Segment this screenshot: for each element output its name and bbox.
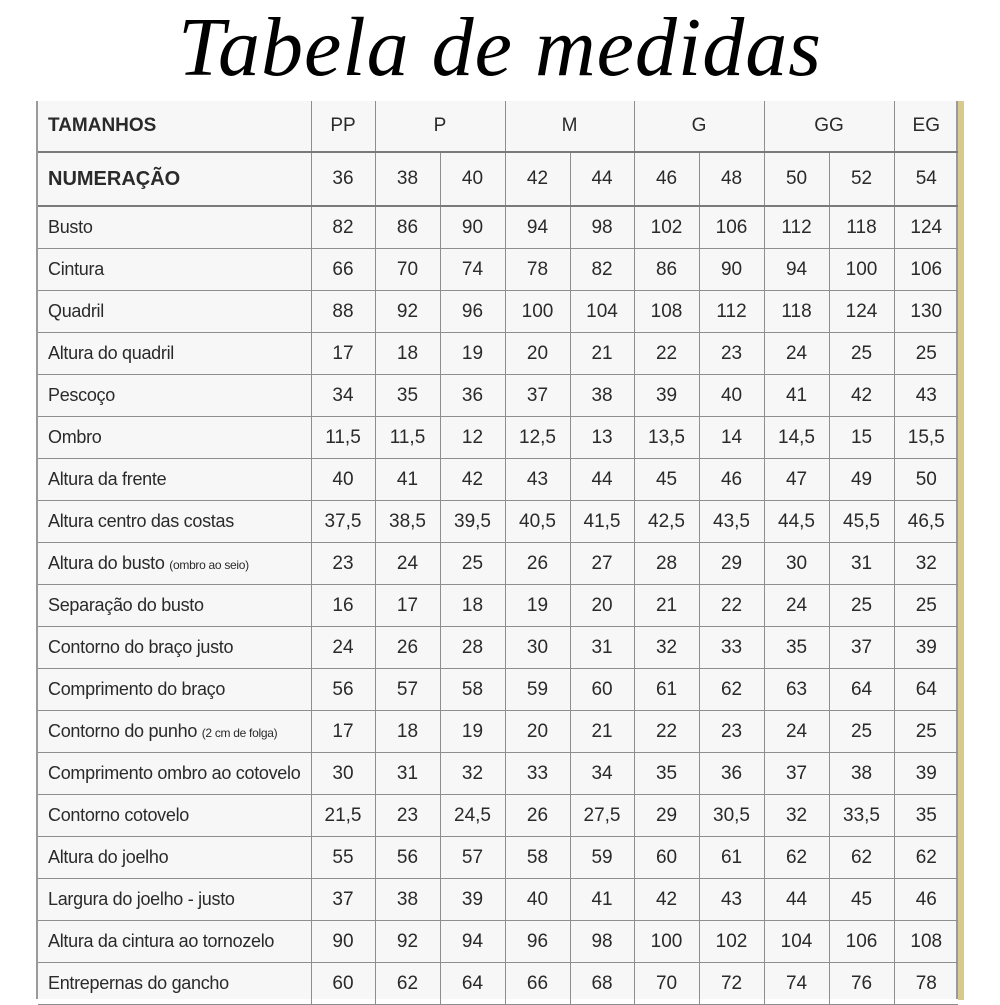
measurement-cell: 29 [699,543,764,585]
measurement-cell: 74 [764,963,829,1005]
measurement-cell: 60 [634,837,699,879]
measurement-cell: 25 [894,333,958,375]
table-row [38,711,958,753]
measurement-cell: 59 [570,837,634,879]
measurement-cell: 25 [894,711,958,753]
measurement-cell: 43 [505,459,570,501]
measurement-cell: 45,5 [829,501,894,543]
measurement-cell: 31 [829,543,894,585]
measurement-cell: 90 [699,249,764,291]
measurement-cell: 24,5 [440,795,505,837]
measurement-cell: 35 [634,753,699,795]
measurement-cell: 25 [894,585,958,627]
measurement-cell: 41 [375,459,440,501]
row-label-text: Largura do joelho - justo [48,889,235,909]
row-label [38,585,311,627]
measurement-cell: 46,5 [894,501,958,543]
size-header-cell: G [634,101,764,152]
table-row [38,585,958,627]
measurements-table-sheet [36,101,958,999]
measurement-cell: 30,5 [699,795,764,837]
measurement-cell: 15 [829,417,894,459]
measurement-cell: 24 [764,333,829,375]
measurement-cell: 47 [764,459,829,501]
measurement-cell: 60 [311,963,375,1005]
measurement-cell: 78 [894,963,958,1005]
measurement-cell: 112 [764,206,829,249]
measurement-cell: 90 [440,206,505,249]
row-label [38,669,311,711]
measurement-cell: 19 [440,333,505,375]
measurement-cell: 82 [570,249,634,291]
measurement-cell: 30 [311,753,375,795]
measurement-cell: 24 [764,585,829,627]
measurement-cell: 57 [375,669,440,711]
measurement-cell: 70 [634,963,699,1005]
row-label-text: Altura da frente [48,469,167,489]
measurement-cell: 32 [634,627,699,669]
measurement-cell: 38,5 [375,501,440,543]
measurement-cell: 90 [311,921,375,963]
table-row [38,375,958,417]
row-label-text: Separação do busto [48,595,204,615]
size-header-row [38,101,958,152]
measurement-cell: 94 [764,249,829,291]
measurement-cell: 27 [570,543,634,585]
table-row [38,669,958,711]
table-row [38,291,958,333]
edge-strip [958,101,964,1000]
measurement-cell: 61 [634,669,699,711]
measurement-cell: 92 [375,291,440,333]
measurement-cell: 66 [311,249,375,291]
number-header-cell: 40 [440,152,505,206]
measurement-cell: 30 [505,627,570,669]
measurement-cell: 24 [375,543,440,585]
measurement-cell: 45 [829,879,894,921]
measurement-cell: 17 [311,711,375,753]
table-row [38,921,958,963]
measurement-cell: 20 [505,711,570,753]
table-row [38,543,958,585]
row-label [38,206,311,249]
number-header-cell: 38 [375,152,440,206]
measurement-cell: 41 [570,879,634,921]
measurement-cell: 46 [699,459,764,501]
measurement-cell: 13 [570,417,634,459]
row-label [38,249,311,291]
measurement-cell: 21,5 [311,795,375,837]
measurement-cell: 31 [570,627,634,669]
measurement-cell: 45 [634,459,699,501]
row-label [38,921,311,963]
measurement-cell: 32 [764,795,829,837]
measurement-cell: 43,5 [699,501,764,543]
row-label [38,459,311,501]
measurement-cell: 36 [440,375,505,417]
measurement-cell: 20 [505,333,570,375]
measurement-cell: 50 [894,459,958,501]
measurement-cell: 102 [634,206,699,249]
measurement-cell: 24 [764,711,829,753]
measurement-cell: 88 [311,291,375,333]
measurement-cell: 19 [505,585,570,627]
measurement-cell: 94 [440,921,505,963]
measurement-cell: 33 [699,627,764,669]
table-row [38,963,958,1005]
size-header-cell: PP [311,101,375,152]
row-label [38,627,311,669]
measurement-cell: 96 [505,921,570,963]
row-label [38,837,311,879]
measurement-cell: 37 [505,375,570,417]
measurement-cell: 62 [764,837,829,879]
measurement-cell: 70 [375,249,440,291]
measurement-cell: 106 [894,249,958,291]
measurement-cell: 38 [375,879,440,921]
measurement-cell: 64 [894,669,958,711]
measurement-cell: 62 [894,837,958,879]
measurement-cell: 43 [894,375,958,417]
measurement-cell: 34 [311,375,375,417]
measurement-cell: 40 [311,459,375,501]
measurement-cell: 21 [570,711,634,753]
measurement-cell: 72 [699,963,764,1005]
measurement-cell: 37 [311,879,375,921]
measurement-cell: 35 [764,627,829,669]
measurement-cell: 31 [375,753,440,795]
measurement-cell: 98 [570,921,634,963]
measurement-cell: 35 [375,375,440,417]
measurement-cell: 29 [634,795,699,837]
number-header-cell: 44 [570,152,634,206]
row-label-text: Altura da cintura ao tornozelo [48,931,275,951]
measurement-cell: 28 [440,627,505,669]
measurement-cell: 63 [764,669,829,711]
measurement-cell: 12 [440,417,505,459]
measurement-cell: 36 [699,753,764,795]
measurement-cell: 46 [894,879,958,921]
measurement-cell: 37,5 [311,501,375,543]
measurement-cell: 23 [375,795,440,837]
row-label-text: Contorno do punho [48,721,198,741]
measurement-cell: 19 [440,711,505,753]
measurement-cell: 64 [440,963,505,1005]
measurement-cell: 61 [699,837,764,879]
row-label [38,543,311,585]
table-row [38,753,958,795]
measurement-cell: 41 [764,375,829,417]
measurement-cell: 112 [699,291,764,333]
measurement-cell: 124 [894,206,958,249]
measurement-cell: 25 [440,543,505,585]
measurement-cell: 32 [440,753,505,795]
row-label [38,753,311,795]
measurement-cell: 56 [375,837,440,879]
measurement-cell: 74 [440,249,505,291]
measurement-cell: 106 [699,206,764,249]
measurement-cell: 82 [311,206,375,249]
measurement-cell: 14,5 [764,417,829,459]
measurement-cell: 108 [894,921,958,963]
measurement-cell: 23 [699,711,764,753]
measurement-cell: 102 [699,921,764,963]
measurement-cell: 104 [764,921,829,963]
measurement-cell: 33 [505,753,570,795]
measurement-cell: 20 [570,585,634,627]
measurement-cell: 25 [829,711,894,753]
row-label [38,417,311,459]
measurement-cell: 26 [375,627,440,669]
row-label [38,291,311,333]
measurement-cell: 42,5 [634,501,699,543]
row-label-text: Comprimento do braço [48,679,226,699]
measurement-cell: 42 [440,459,505,501]
measurement-cell: 39 [894,753,958,795]
measurement-cell: 14 [699,417,764,459]
size-header-label: TAMANHOS [38,101,311,152]
measurement-cell: 86 [375,206,440,249]
measurement-cell: 28 [634,543,699,585]
table-row [38,333,958,375]
measurement-cell: 118 [764,291,829,333]
measurement-cell: 39 [894,627,958,669]
measurement-cell: 23 [699,333,764,375]
measurement-cell: 86 [634,249,699,291]
measurement-cell: 92 [375,921,440,963]
measurement-cell: 118 [829,206,894,249]
measurement-cell: 59 [505,669,570,711]
measurement-cell: 21 [634,585,699,627]
size-header-cell: EG [894,101,958,152]
measurement-cell: 56 [311,669,375,711]
measurement-cell: 39 [440,879,505,921]
measurement-cell: 37 [764,753,829,795]
row-label-note: (2 cm de folga) [201,726,278,740]
table-row [38,879,958,921]
measurement-cell: 21 [570,333,634,375]
size-header-cell: GG [764,101,894,152]
row-label-text: Altura centro das costas [48,511,234,531]
measurement-cell: 68 [570,963,634,1005]
row-label-text: Busto [48,217,93,237]
measurements-table [38,101,958,1005]
number-header-cell: 36 [311,152,375,206]
number-header-cell: 48 [699,152,764,206]
page-title: Tabela de medidas [178,1,822,94]
number-header-cell: 46 [634,152,699,206]
measurement-cell: 100 [829,249,894,291]
row-label-text: Ombro [48,427,102,447]
measurement-cell: 58 [440,669,505,711]
number-header-row [38,152,958,206]
number-header-cell: 54 [894,152,958,206]
measurement-cell: 18 [440,585,505,627]
measurement-cell: 98 [570,206,634,249]
measurement-cell: 38 [570,375,634,417]
measurement-cell: 33,5 [829,795,894,837]
measurement-cell: 16 [311,585,375,627]
row-label [38,879,311,921]
measurement-cell: 100 [505,291,570,333]
table-row [38,795,958,837]
measurement-cell: 18 [375,711,440,753]
measurement-cell: 35 [894,795,958,837]
table-row [38,417,958,459]
measurement-cell: 42 [634,879,699,921]
measurement-cell: 124 [829,291,894,333]
measurement-cell: 11,5 [311,417,375,459]
number-header-cell: 42 [505,152,570,206]
measurement-cell: 40 [699,375,764,417]
row-label-text: Entrepernas do gancho [48,973,229,993]
table-row [38,249,958,291]
measurement-cell: 42 [829,375,894,417]
measurement-cell: 25 [829,585,894,627]
measurement-cell: 26 [505,795,570,837]
measurement-cell: 43 [699,879,764,921]
measurement-cell: 25 [829,333,894,375]
measurement-cell: 96 [440,291,505,333]
measurement-cell: 27,5 [570,795,634,837]
measurement-cell: 130 [894,291,958,333]
measurement-cell: 104 [570,291,634,333]
measurement-cell: 17 [311,333,375,375]
measurement-cell: 30 [764,543,829,585]
number-header-cell: 50 [764,152,829,206]
measurement-cell: 78 [505,249,570,291]
row-label-text: Comprimento ombro ao cotovelo [48,763,301,783]
row-label-text: Altura do quadril [48,343,174,363]
measurement-cell: 62 [375,963,440,1005]
measurement-cell: 44,5 [764,501,829,543]
measurement-cell: 66 [505,963,570,1005]
measurement-cell: 26 [505,543,570,585]
measurement-cell: 100 [634,921,699,963]
measurement-cell: 94 [505,206,570,249]
row-label-text: Contorno do braço justo [48,637,234,657]
table-row [38,627,958,669]
measurement-cell: 108 [634,291,699,333]
table-row [38,206,958,249]
measurement-cell: 62 [699,669,764,711]
measurement-cell: 44 [570,459,634,501]
row-label [38,501,311,543]
measurement-cell: 23 [311,543,375,585]
measurement-cell: 41,5 [570,501,634,543]
measurement-cell: 11,5 [375,417,440,459]
size-header-cell: M [505,101,634,152]
row-label-text: Cintura [48,259,104,279]
row-label [38,711,311,753]
measurement-cell: 40 [505,879,570,921]
table-body [38,101,958,1005]
measurement-cell: 37 [829,627,894,669]
measurement-cell: 57 [440,837,505,879]
row-label [38,963,311,1005]
number-header-cell: 52 [829,152,894,206]
table-row [38,837,958,879]
measurement-cell: 40,5 [505,501,570,543]
measurement-cell: 58 [505,837,570,879]
number-header-label: NUMERAÇÃO [38,152,311,206]
row-label [38,375,311,417]
measurement-cell: 55 [311,837,375,879]
measurement-cell: 32 [894,543,958,585]
measurement-cell: 60 [570,669,634,711]
row-label-text: Altura do joelho [48,847,169,867]
row-label-text: Contorno cotovelo [48,805,189,825]
measurement-cell: 39,5 [440,501,505,543]
measurement-cell: 34 [570,753,634,795]
measurement-cell: 44 [764,879,829,921]
row-label [38,333,311,375]
measurement-cell: 17 [375,585,440,627]
measurement-cell: 22 [699,585,764,627]
measurement-cell: 39 [634,375,699,417]
row-label-note: (ombro ao seio) [169,558,249,572]
measurement-cell: 13,5 [634,417,699,459]
measurement-cell: 62 [829,837,894,879]
measurement-cell: 15,5 [894,417,958,459]
measurement-cell: 64 [829,669,894,711]
row-label-text: Altura do busto [48,553,165,573]
table-row [38,459,958,501]
measurement-cell: 49 [829,459,894,501]
size-header-cell: P [375,101,505,152]
measurement-cell: 22 [634,333,699,375]
row-label [38,795,311,837]
table-row [38,501,958,543]
row-label-text: Pescoço [48,385,115,405]
measurement-cell: 12,5 [505,417,570,459]
measurement-cell: 22 [634,711,699,753]
measurement-cell: 38 [829,753,894,795]
measurement-cell: 24 [311,627,375,669]
measurement-cell: 106 [829,921,894,963]
measurement-cell: 18 [375,333,440,375]
measurement-cell: 76 [829,963,894,1005]
row-label-text: Quadril [48,301,104,321]
